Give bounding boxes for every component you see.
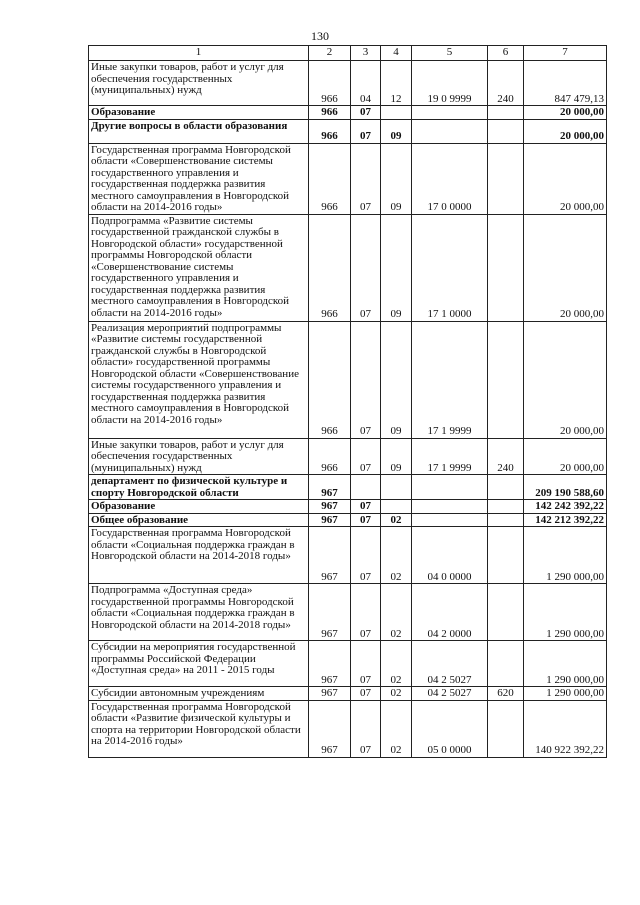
row-subsection: 02 (381, 687, 412, 701)
row-admin-code: 966 (309, 119, 351, 143)
row-section (351, 475, 381, 500)
row-amount: 1 290 000,00 (524, 527, 607, 584)
row-subsection: 02 (381, 700, 412, 757)
row-admin-code: 967 (309, 475, 351, 500)
row-name: департамент по физической культуре и спорту Новгородской области (89, 475, 309, 500)
row-name: Иные закупки товаров, работ и услуг для обеспечения государственных (муниципальных) нужд (89, 61, 309, 106)
row-section: 07 (351, 438, 381, 475)
row-section: 07 (351, 527, 381, 584)
row-subsection (381, 500, 412, 514)
row-section: 07 (351, 687, 381, 701)
row-target-article: 17 1 0000 (412, 214, 488, 321)
row-expense-type: 240 (488, 438, 524, 475)
row-section: 07 (351, 119, 381, 143)
table-row (89, 321, 607, 438)
column-header: 1 (89, 46, 309, 61)
row-amount: 20 000,00 (524, 143, 607, 214)
row-target-article: 04 2 5027 (412, 687, 488, 701)
row-amount: 20 000,00 (524, 106, 607, 120)
row-name: Образование (89, 500, 309, 514)
row-target-article: 04 0 0000 (412, 527, 488, 584)
row-expense-type (488, 321, 524, 438)
table-row (89, 500, 607, 514)
row-expense-type (488, 527, 524, 584)
row-amount: 20 000,00 (524, 438, 607, 475)
row-admin-code: 967 (309, 641, 351, 687)
row-name: Общее образование (89, 513, 309, 527)
row-amount: 142 242 392,22 (524, 500, 607, 514)
row-amount: 847 479,13 (524, 61, 607, 106)
row-admin-code: 966 (309, 143, 351, 214)
column-header: 7 (524, 46, 607, 61)
row-expense-type (488, 513, 524, 527)
row-expense-type (488, 119, 524, 143)
row-subsection: 09 (381, 438, 412, 475)
row-admin-code: 967 (309, 527, 351, 584)
row-section: 07 (351, 584, 381, 641)
table-row (89, 527, 607, 584)
row-expense-type: 620 (488, 687, 524, 701)
row-name: Подпрограмма «Развитие системы государственной гражданской службы в Новгородской области» государственной программы Новгородской области «Совершенствование системы государственного управления и государственная поддержка развития местного самоуправления в Новгородской области на 2014-2016 годы» (89, 214, 309, 321)
row-subsection: 09 (381, 119, 412, 143)
row-name: Другие вопросы в области образования (89, 119, 309, 143)
row-subsection: 09 (381, 143, 412, 214)
row-amount: 142 212 392,22 (524, 513, 607, 527)
row-name: Подпрограмма «Доступная среда» государственной программы Новгородской области «Социальная поддержка граждан в Новгородской области на 2014-2018 годы» (89, 584, 309, 641)
row-subsection: 02 (381, 513, 412, 527)
row-section: 07 (351, 500, 381, 514)
table-row (89, 106, 607, 120)
row-target-article: 17 1 9999 (412, 438, 488, 475)
table-row (89, 438, 607, 475)
row-subsection: 09 (381, 214, 412, 321)
row-expense-type (488, 143, 524, 214)
row-section: 07 (351, 513, 381, 527)
row-admin-code: 966 (309, 214, 351, 321)
row-target-article (412, 513, 488, 527)
row-expense-type (488, 641, 524, 687)
row-section: 04 (351, 61, 381, 106)
column-header: 2 (309, 46, 351, 61)
table-row (89, 584, 607, 641)
row-expense-type (488, 584, 524, 641)
row-subsection: 12 (381, 61, 412, 106)
row-expense-type (488, 700, 524, 757)
row-section: 07 (351, 106, 381, 120)
row-admin-code: 967 (309, 584, 351, 641)
row-amount: 20 000,00 (524, 214, 607, 321)
row-section: 07 (351, 214, 381, 321)
table-row (89, 641, 607, 687)
table-row (89, 513, 607, 527)
column-header: 6 (488, 46, 524, 61)
row-amount: 1 290 000,00 (524, 641, 607, 687)
row-target-article (412, 119, 488, 143)
row-admin-code: 966 (309, 106, 351, 120)
row-section: 07 (351, 641, 381, 687)
table-row (89, 475, 607, 500)
row-target-article: 05 0 0000 (412, 700, 488, 757)
row-amount: 1 290 000,00 (524, 584, 607, 641)
row-target-article: 19 0 9999 (412, 61, 488, 106)
row-amount: 20 000,00 (524, 321, 607, 438)
row-expense-type (488, 106, 524, 120)
row-target-article (412, 500, 488, 514)
row-expense-type (488, 475, 524, 500)
table-row (89, 700, 607, 757)
row-section: 07 (351, 321, 381, 438)
row-amount: 140 922 392,22 (524, 700, 607, 757)
row-expense-type: 240 (488, 61, 524, 106)
row-name: Государственная программа Новгородской области «Совершенствование системы государственного управления и государственная поддержка развития местного самоуправления в Новгородской области на 2014-2016 годы» (89, 143, 309, 214)
table-row (89, 687, 607, 701)
row-amount: 209 190 588,60 (524, 475, 607, 500)
row-subsection: 02 (381, 641, 412, 687)
row-admin-code: 966 (309, 321, 351, 438)
table-row (89, 143, 607, 214)
row-admin-code: 967 (309, 500, 351, 514)
row-target-article: 04 2 5027 (412, 641, 488, 687)
row-amount: 1 290 000,00 (524, 687, 607, 701)
row-admin-code: 967 (309, 700, 351, 757)
row-name: Образование (89, 106, 309, 120)
table-row (89, 61, 607, 106)
row-target-article: 04 2 0000 (412, 584, 488, 641)
row-subsection: 02 (381, 527, 412, 584)
budget-table (88, 45, 607, 758)
column-header: 3 (351, 46, 381, 61)
row-admin-code: 966 (309, 438, 351, 475)
row-section: 07 (351, 700, 381, 757)
table-row (89, 214, 607, 321)
row-name: Государственная программа Новгородской области «Социальная поддержка граждан в Новгородской области на 2014-2018 годы» (89, 527, 309, 584)
row-target-article (412, 106, 488, 120)
row-target-article: 17 1 9999 (412, 321, 488, 438)
row-amount: 20 000,00 (524, 119, 607, 143)
row-target-article (412, 475, 488, 500)
row-subsection (381, 106, 412, 120)
header-row (89, 46, 607, 61)
row-subsection: 02 (381, 584, 412, 641)
row-name: Субсидии на мероприятия государственной программы Российской Федерации «Доступная среда» на 2011 - 2015 годы (89, 641, 309, 687)
row-expense-type (488, 214, 524, 321)
row-admin-code: 967 (309, 687, 351, 701)
row-name: Субсидии автономным учреждениям (89, 687, 309, 701)
row-subsection: 09 (381, 321, 412, 438)
row-name: Иные закупки товаров, работ и услуг для обеспечения государственных (муниципальных) нужд (89, 438, 309, 475)
column-header: 5 (412, 46, 488, 61)
page-number: 130 (311, 29, 329, 43)
row-section: 07 (351, 143, 381, 214)
row-target-article: 17 0 0000 (412, 143, 488, 214)
row-name: Государственная программа Новгородской области «Развитие физической культуры и спорта на территории Новгородской области на 2014-2016 годы» (89, 700, 309, 757)
row-admin-code: 966 (309, 61, 351, 106)
row-expense-type (488, 500, 524, 514)
row-name: Реализация мероприятий подпрограммы «Развитие системы государственной гражданской службы в Новгородской области» государственной программы Новгородской области «Совершенствование системы государственного управления и государственная поддержка развития местного самоуправления в Новгородской области на 2014-2016 годы» (89, 321, 309, 438)
row-admin-code: 967 (309, 513, 351, 527)
table-row (89, 119, 607, 143)
column-header: 4 (381, 46, 412, 61)
row-subsection (381, 475, 412, 500)
